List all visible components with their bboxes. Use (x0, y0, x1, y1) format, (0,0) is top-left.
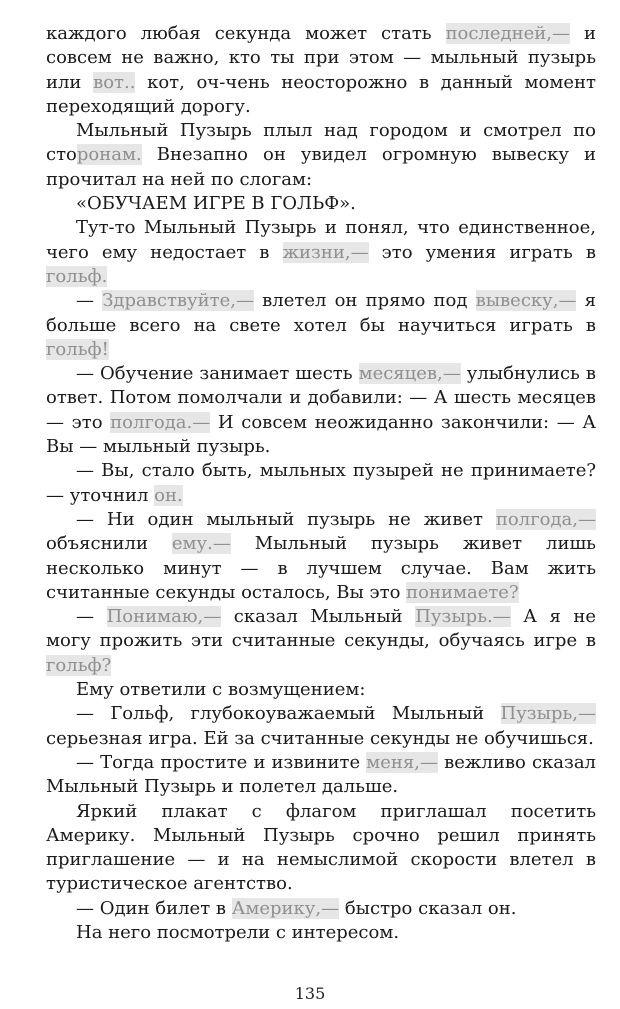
paragraph (46, 702, 596, 751)
text-run: «ОБУЧАЕМ ИГРЕ В ГОЛЬФ». (76, 193, 356, 215)
highlighted-word: гольф? (46, 654, 112, 676)
highlighted-word: понимаете? (406, 581, 519, 603)
paragraph (46, 508, 596, 605)
highlighted-word: вот.. (93, 71, 136, 93)
text-run: — Один билет в (76, 897, 232, 919)
paragraph (46, 216, 596, 289)
paragraph (46, 897, 596, 921)
text-run: сказал Мыльный (221, 606, 416, 628)
text-run: — Гольф, глубокоуважаемый Мыльный (76, 703, 501, 725)
paragraph (46, 800, 596, 897)
highlighted-word: гольф. (46, 265, 108, 287)
highlighted-word: меня,— (366, 751, 438, 773)
highlighted-word: полгода.— (110, 411, 211, 433)
paragraph (46, 22, 596, 119)
text-run: быстро сказал он. (339, 897, 517, 919)
text-run: и совсем не важно, кто ты при этом — мыльный пузырь или (46, 23, 596, 93)
paragraph (46, 921, 596, 945)
highlighted-word: гольф! (46, 338, 109, 360)
text-run: Ему ответили с возмущением: (76, 679, 366, 701)
text-run: я больше всего на свете хотел бы научиться играть в (46, 290, 596, 336)
highlighted-word: Пузырь,— (500, 703, 596, 725)
text-run: вежливо сказал Мыльный Пузырь и полетел дальше. (46, 751, 596, 798)
highlighted-word: месяцев,— (358, 363, 461, 385)
highlighted-word: вывеску,— (475, 290, 577, 312)
text-run: И совсем неожиданно закончили: — А Вы — мыльный пузырь. (46, 411, 596, 458)
highlighted-word: Америку,— (231, 897, 340, 919)
text-run: кот, оч-чень неосторожно в данный момент переходящий дорогу. (46, 71, 596, 117)
text-run: А я не могу прожить эти считанные секунды, обучаясь игре в (46, 606, 596, 652)
text-run: — (76, 290, 103, 312)
highlighted-word: Пузырь.— (415, 606, 511, 628)
paragraph (46, 192, 596, 216)
text-run: — Ни один мыльный пузырь не живет (76, 508, 496, 530)
highlighted-word: Понимаю,— (106, 606, 222, 628)
text-run: влетел он прямо под (253, 290, 476, 312)
highlighted-word: Здравствуйте,— (102, 290, 254, 312)
text-run: каждого любая секунда может стать (46, 23, 446, 44)
paragraph (46, 459, 596, 508)
text-run: Мыльный пузырь живет лишь несколько минут — в лучшем случае. Вам жить считанные секунды осталось, Вы это (46, 533, 596, 603)
paragraph (46, 362, 596, 459)
highlighted-word: ему.— (171, 533, 231, 555)
text-run: Мыльный Пузырь плыл над городом и смотрел по сто (46, 120, 596, 166)
text-run: — Тогда простите и извините (76, 751, 367, 773)
highlighted-word: ронам. (76, 144, 142, 166)
highlighted-word: жизни,— (282, 241, 369, 263)
highlighted-word: полгода,— (495, 508, 596, 530)
paragraph (46, 119, 596, 192)
text-run: — (76, 606, 107, 628)
text-run: улыбнулись в ответ. Потом помолчали и добавили: — А шесть месяцев — это (46, 363, 596, 433)
highlighted-word: последней,— (445, 23, 571, 44)
page-number: 135 (294, 984, 326, 1003)
text-run: объяснили (46, 533, 172, 555)
text-run: это умения играть в (368, 241, 596, 263)
paragraph (46, 678, 596, 702)
text-body (46, 22, 596, 945)
paragraph (46, 605, 596, 678)
paragraph (46, 751, 596, 800)
text-run: — Вы, стало быть, мыльных пузырей не принимаете? — уточнил (46, 460, 596, 506)
text-run: Тут-то Мыльный Пузырь и понял, что единственное, чего ему недостает в (46, 217, 596, 263)
paragraph (46, 289, 596, 362)
text-run: Внезапно он увидел огромную вывеску и прочитал на ней по слогам: (46, 144, 596, 190)
highlighted-word: он. (154, 484, 183, 506)
text-run: серьезная игра. Ей за считанные секунды не обучишься. (46, 727, 594, 749)
text-run: На него посмотрели с интересом. (76, 921, 400, 943)
text-run: — Обучение занимает шесть (76, 363, 359, 385)
text-run: Яркий плакат с флагом приглашал посетить Америку. Мыльный Пузырь срочно решил принять приглашение — и на немыслимой скорости влетел в туристическое агентство. (46, 800, 596, 895)
